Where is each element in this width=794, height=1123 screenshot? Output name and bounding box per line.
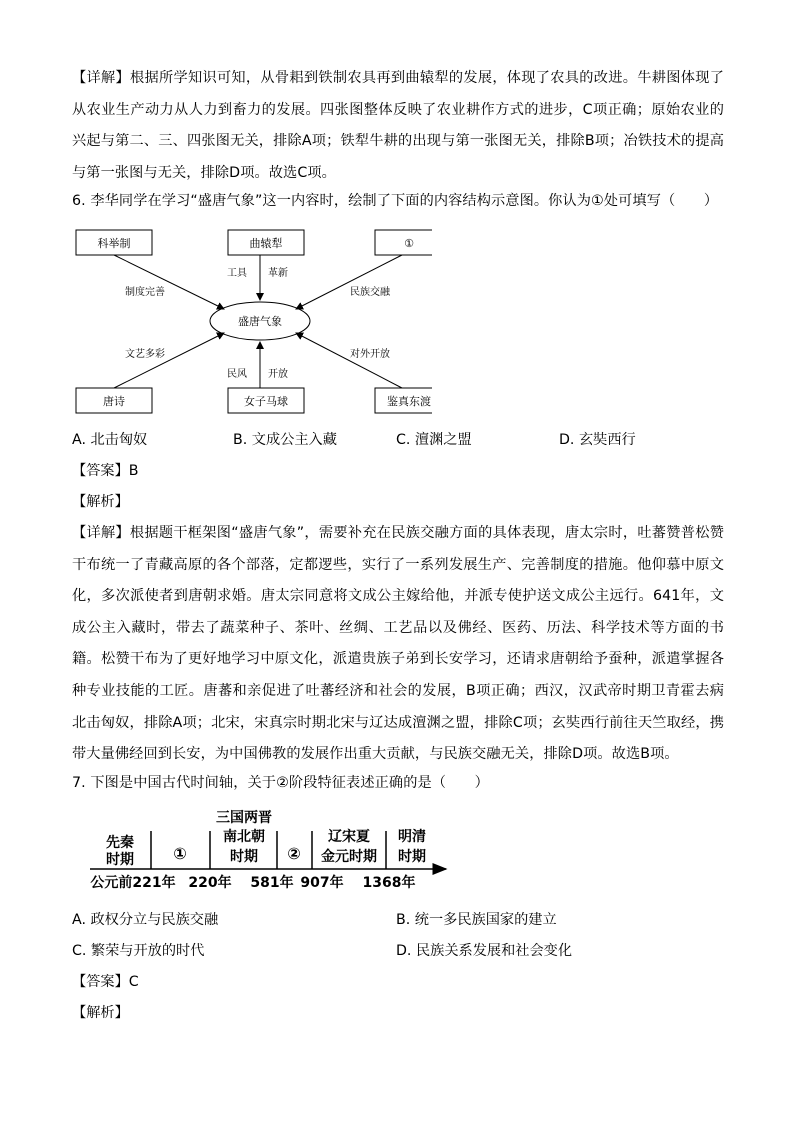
label-bottom-right: 对外开放 bbox=[350, 349, 390, 360]
q5-explanation bbox=[72, 63, 724, 189]
box-top-left-text: 科举制 bbox=[97, 237, 131, 250]
q6-option-c[interactable]: C. 澶渊之盟 bbox=[396, 432, 472, 448]
q7-option-d[interactable]: D. 民族关系发展和社会变化 bbox=[396, 943, 573, 959]
box-bottom-left-text: 唐诗 bbox=[103, 395, 125, 408]
label-bottom-mid-right: 开放 bbox=[268, 369, 288, 380]
arrow-bottom-left bbox=[114, 333, 224, 388]
q6-stem: 6. 李华同学在学习“盛唐气象”这一内容时，绘制了下面的内容结构示意图。你认为①处可填写（ ） bbox=[72, 193, 719, 209]
label-bottom-left: 文艺多彩 bbox=[125, 349, 165, 360]
label-top-mid-left: 工具 bbox=[227, 268, 247, 279]
year-221bc: 公元前221年 bbox=[90, 875, 176, 891]
seg1-line1: 先秦 bbox=[106, 835, 134, 851]
seg3-top: 三国两晋 bbox=[216, 810, 272, 826]
year-907: 907年 bbox=[300, 875, 344, 891]
q6-explanation bbox=[72, 518, 724, 771]
q6-option-d[interactable]: D. 玄奘西行 bbox=[559, 432, 636, 448]
q5-explain-text: 根据所学知识可知，从骨耜到铁制农具再到曲辕犁的发展，体现了农具的改进。牛耕图体现了从农业生产动力从人力到畜力的发展。四张图整体反映了农业耕作方式的进步，C项正确；原始农业的兴起与第二、三、四张图无关，排除A项；铁犁牛耕的出现与第一张图无关，排除B项；冶铁技术的提高与第一张图与无关，排除D项。故选C项。 bbox=[72, 70, 724, 181]
q6-option-b[interactable]: B. 文成公主入藏 bbox=[233, 432, 337, 448]
box-top-mid bbox=[228, 230, 304, 255]
q6-option-a[interactable]: A. 北击匈奴 bbox=[72, 432, 148, 448]
answer-label: 【答案】 bbox=[72, 974, 129, 990]
seg6-line2: 时期 bbox=[398, 849, 426, 865]
answer-label: 【答案】 bbox=[72, 463, 129, 479]
box-top-mid-text: 曲辕犁 bbox=[249, 237, 283, 250]
q7-analysis-label: 【解析】 bbox=[72, 1005, 129, 1021]
q7-option-a[interactable]: A. 政权分立与民族交融 bbox=[72, 912, 219, 928]
box-bottom-mid bbox=[228, 388, 304, 413]
arrow-top-left bbox=[114, 255, 224, 309]
center-text: 盛唐气象 bbox=[238, 315, 282, 328]
box-bottom-left bbox=[76, 388, 152, 413]
q7-option-b[interactable]: B. 统一多民族国家的建立 bbox=[396, 912, 557, 928]
box-top-right bbox=[375, 230, 432, 255]
q7-option-c[interactable]: C. 繁荣与开放的时代 bbox=[72, 943, 205, 959]
box-top-left bbox=[76, 230, 152, 255]
seg2-label: ① bbox=[173, 844, 187, 863]
center-ellipse bbox=[210, 302, 310, 340]
seg1-line2: 时期 bbox=[106, 852, 134, 868]
seg3-line2: 时期 bbox=[230, 849, 258, 865]
q7-timeline bbox=[86, 803, 448, 895]
seg5-line1: 辽宋夏 bbox=[328, 829, 370, 845]
arrow-bottom-right bbox=[296, 333, 402, 388]
seg3-line1: 南北朝 bbox=[223, 829, 265, 845]
label-top-left: 制度完善 bbox=[125, 287, 165, 298]
seg6-line1: 明清 bbox=[398, 829, 426, 845]
seg4-label: ② bbox=[287, 844, 301, 863]
arrow-top-right bbox=[296, 255, 402, 309]
label-bottom-mid-left: 民风 bbox=[227, 369, 247, 380]
q6-structure-diagram bbox=[72, 225, 432, 420]
explain-label: 【详解】 bbox=[72, 525, 130, 541]
box-bottom-right bbox=[375, 388, 432, 413]
q7-answer bbox=[72, 972, 139, 992]
q6-explain-text: 根据题干框架图“盛唐气象”，需要补充在民族交融方面的具体表现，唐太宗时，吐蕃赞普松赞干布统一了青藏高原的各个部落，定都逻些，实行了一系列发展生产、完善制度的措施。他仰慕中原文化，多次派使者到唐朝求婚。唐太宗同意将文成公主嫁给他，并派专使护送文成公主远行。641年，文成公主入藏时，带去了蔬菜种子、茶叶、丝绸、工艺品以及佛经、医药、历法、科学技术等方面的书籍。松赞干布为了更好地学习中原文化，派遣贵族子弟到长安学习，还请求唐朝给予蚕种，派遣掌握各种专业技能的工匠。唐蕃和亲促进了吐蕃经济和社会的发展，B项正确；西汉，汉武帝时期卫青霍去病北击匈奴，排除A项；北宋，宋真宗时期北宋与辽达成澶渊之盟，排除C项；玄奘西行前往天竺取经，携带大量佛经回到长安，为中国佛教的发展作出重大贡献，与民族交融无关，排除D项。故选B项。 bbox=[72, 525, 724, 763]
label-top-mid-right: 革新 bbox=[268, 268, 288, 279]
q6-answer bbox=[72, 461, 139, 481]
answer-value: B bbox=[128, 463, 139, 479]
year-1368: 1368年 bbox=[362, 875, 416, 891]
box-bottom-mid-text: 女子马球 bbox=[244, 395, 288, 408]
seg5-line2: 金元时期 bbox=[321, 849, 377, 865]
box-bottom-right-text: 鉴真东渡 bbox=[387, 395, 431, 408]
explain-label: 【详解】 bbox=[72, 70, 130, 86]
year-581: 581年 bbox=[250, 875, 294, 891]
q6-analysis-label: 【解析】 bbox=[72, 494, 129, 510]
year-220: 220年 bbox=[188, 875, 232, 891]
box-top-right-text: ① bbox=[404, 237, 414, 250]
q7-stem: 7. 下图是中国古代时间轴，关于②阶段特征表述正确的是（ ） bbox=[72, 775, 489, 791]
answer-value: C bbox=[128, 974, 139, 990]
label-top-right: 民族交融 bbox=[350, 287, 390, 298]
